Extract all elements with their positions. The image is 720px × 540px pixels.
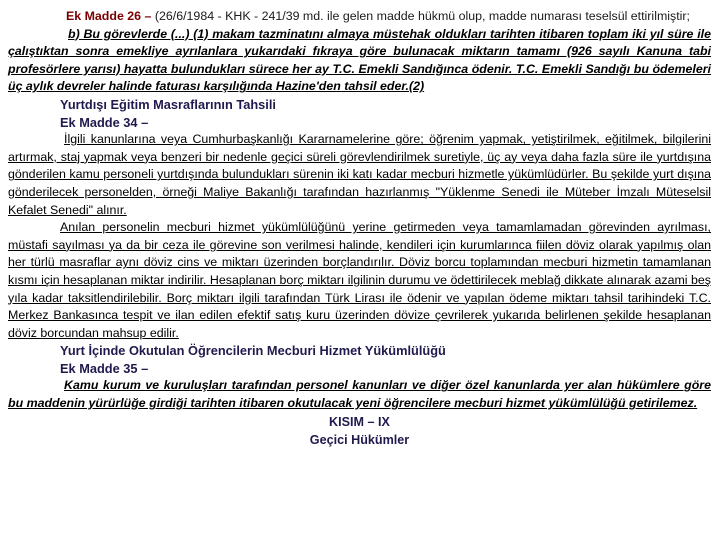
ek-madde-34-paragraph-1: İlgili kanunlarına veya Cumhurbaşkanlığı Kararnamelerine göre; öğrenim yapmak, yetiştirilmek, eğitilmek, bilgilerini artırmak, staj yapmak veya benzeri bir nedenle geçici süreli görevlendirilmek suretiyle, üç ay veya daha fazla süre ile yurtdışına gönderilen kamu personeli yurtdışında bulundukları sürenin iki katı kadar mecburi hizmetle yükümlüdürler. Bu şekilde yurt dışına gönderilecek personelden, örneği Maliye Bakanlığı tarafından hazırlanmış "Yüklenme Senedi ile Müteber İmzalı Müteselsil Kefalet Senedi" alınır. bbox=[8, 132, 711, 217]
part-title: Geçici Hükümler bbox=[309, 432, 410, 447]
ek-madde-35-paragraph-1: Kamu kurum ve kuruluşları tarafından personel kanunları ve diğer özel kanunlarda yer alan hükümlere göre bu maddenin yürürlüğe girdiği tarihten itibaren okutulacak yeni öğrencilere mecburi hizmet yükümlülüğü getirilemez. bbox=[8, 378, 711, 411]
heading-yurt-ici-ogrenciler: Yurt İçinde Okutulan Öğrencilerin Mecburi Hizmet Yükümlülüğü bbox=[60, 343, 446, 359]
ek-madde-26-intro-text: (26/6/1984 - KHK - 241/39 md. ile gelen madde hükmü olup, madde numarası teselsül ettirilmiştir; bbox=[151, 9, 690, 23]
ek-madde-26-intro bbox=[8, 8, 711, 26]
ek-madde-26-title: Ek Madde 26 – bbox=[66, 9, 152, 23]
heading-yurtdisi-egitim: Yurtdışı Eğitim Masraflarının Tahsili bbox=[60, 96, 276, 112]
ek-madde-26-clause-b: b) Bu görevlerde (...) (1) makam tazminatını almaya müstehak oldukları tarihten itibaren toplam iki yıl süre ile çalıştıktan sonra emekliye ayrılanlara yukarıdaki fıkraya göre bulunacak miktarın tamamı (926 sayılı Kanuna tabi profesörlere yarısı) hayatta bulundukları sürece her ay T.C. Emekli Sandığınca ödenir. T.C. Emekli Sandığı bu ödemeleri üç aylık devreler halinde faturası karşılığında Hazine'den tahsil eder.(2) bbox=[8, 26, 711, 94]
ek-madde-34-paragraph-2: Anılan personelin mecburi hizmet yükümlülüğünü yerine getirmeden veya tamamlamadan görevinden ayrılması, müstafi sayılması ya da bir ceza ile görevine son verilmesi halinde, kendileri için kurumlarınca fiilen döviz olarak yapılmış olan her türlü masraflar aynı döviz cins ve miktarı üzerinden borçlandırılır. Döviz borcu toplamından mecburi hizmetin tamamlanan kısmı için hesaplanan miktar indirilir. Hesaplanan borç miktarı ilgilinin durumu ve ödettirilecek meblağ dikkate alınarak azami beş yıla kadar taksitlendirilebilir. Borç miktarı ilgili tarafından Türk Lirası ile ödenir ve yapılan ödeme miktarı tahsil tarihindeki T.C. Merkez Bankasınca tespit ve ilan edilen efektif satış kuru üzerinden dövize çevrilerek yukarıda belirlenen şekilde hesaplanan döviz borcundan mahsup edilir. bbox=[8, 220, 711, 340]
ek-madde-34-title: Ek Madde 34 – bbox=[60, 114, 149, 130]
part-number: KISIM – IX bbox=[329, 414, 390, 429]
ek-madde-35-title: Ek Madde 35 – bbox=[60, 360, 149, 376]
